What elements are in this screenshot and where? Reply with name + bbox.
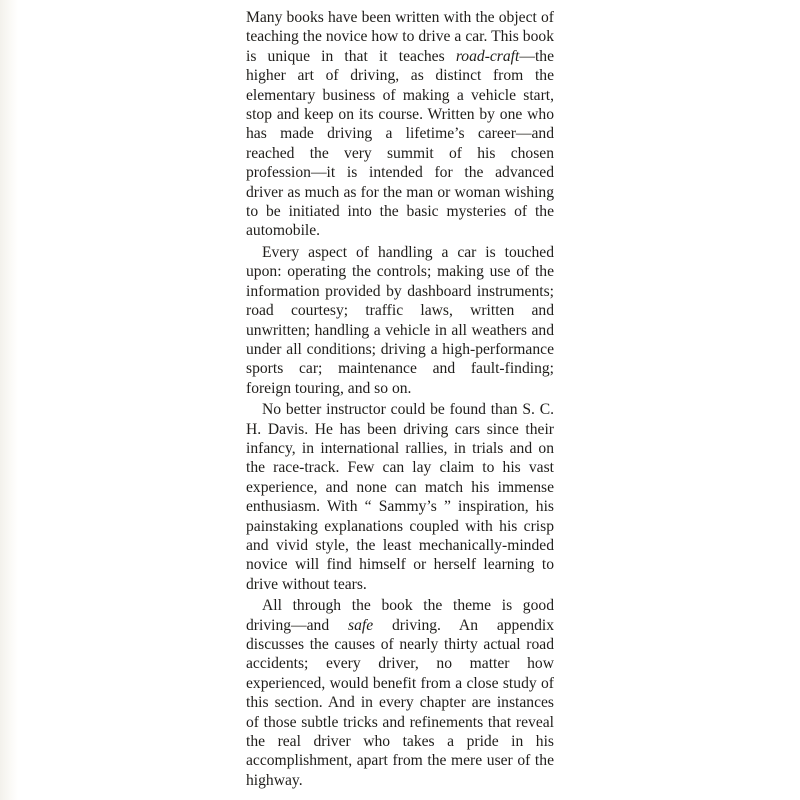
paragraph-4 bbox=[246, 596, 554, 790]
p1-run-2: —the higher art of driving, as distinct from the elementary business of making a vehicle start, stop and keep on its course. Written by one who has made driving a lifetime’s career—and reached the very summit of his chosen profession—it is intended for the advanced driver as much as for the man or woman wishing to be initiated into the basic mysteries of the automobile. bbox=[246, 47, 554, 240]
p3-run-1: No better instructor could be found than S. C. H. Davis. He has been driving cars since their infancy, in international rallies, in trials and on the race-track. Few can lay claim to his vast experience, and none can match his immense enthusiasm. With “ Sammy’s ” inspiration, his painstaking explanations coupled with his crisp and vivid style, the least mechanically-minded novice will find himself or herself learning to drive without tears. bbox=[246, 401, 554, 593]
p2-run-1: Every aspect of handling a car is touched upon: operating the controls; making use of the information provided by dashboard instruments; road courtesy; traffic laws, written and unwritten; handling a vehicle in all weathers and under all conditions; driving a high-performance sports car; maintenance and fault-finding; foreign touring, and so on. bbox=[246, 243, 554, 397]
paragraph-3 bbox=[246, 400, 554, 594]
p4-run-2: driving. An appendix discusses the causes of nearly thirty actual road accidents; every driver, no matter how experienced, would benefit from a close study of this section. And in every chapter are instances of those subtle tricks and refinements that reveal the real driver who takes a pride in his accomplishment, apart from the mere user of the highway. bbox=[246, 616, 554, 789]
p1-run-1: Many books have been written with the object of teaching the novice how to drive a car. This book is unique in that it teaches bbox=[246, 9, 554, 65]
p4-run-1: All through the book the theme is good driving—and bbox=[246, 597, 554, 634]
paragraph-1 bbox=[246, 8, 554, 241]
paragraph-2 bbox=[246, 243, 554, 398]
text-column bbox=[246, 8, 554, 791]
p1-emphasis-road-craft: road-craft bbox=[455, 47, 520, 65]
scan-shadow-edge bbox=[0, 0, 18, 800]
p4-emphasis-safe: safe bbox=[348, 616, 374, 634]
